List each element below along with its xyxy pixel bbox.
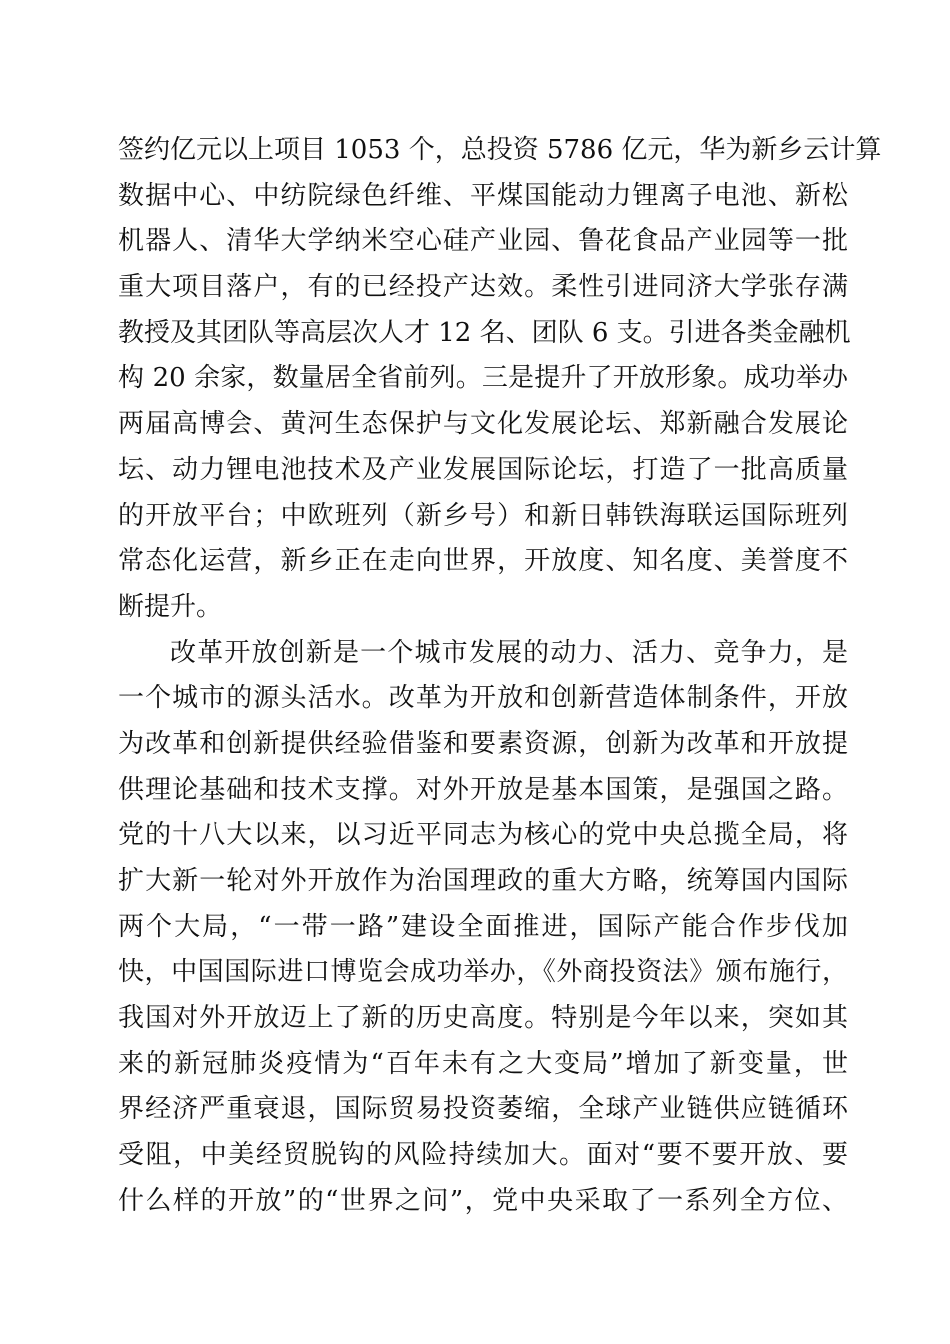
text-line: 数据中心、中纺院绿色纤维、平煤国能动力锂离子电池、新松 [118, 180, 848, 211]
paragraph-1 [118, 128, 882, 631]
text-line: 签约亿元以上项目 1053 个，总投资 5786 亿元，华为新乡云计算 [118, 135, 882, 165]
text-line: 供理论基础和技术支撑。对外开放是基本国策，是强国之路。 [118, 774, 848, 805]
text-line: 的开放平台；中欧班列（新乡号）和新日韩铁海联运国际班列 [118, 500, 848, 531]
text-line: 什么样的开放”的“世界之问”，党中央采取了一系列全方位、 [118, 1185, 848, 1216]
text-line: 构 20 余家，数量居全省前列。三是提升了开放形象。成功举办 [118, 363, 848, 394]
text-line: 断提升。 [118, 591, 223, 622]
text-line: 来的新冠肺炎疫情为“百年未有之大变局”增加了新变量，世 [118, 1048, 848, 1079]
text-line: 为改革和创新提供经验借鉴和要素资源，创新为改革和开放提 [118, 728, 848, 759]
paragraph-2 [118, 631, 848, 1225]
text-line: 快，中国国际进口博览会成功举办，《外商投资法》颁布施行， [118, 957, 848, 988]
body-text [118, 128, 882, 1225]
text-line: 教授及其团队等高层次人才 12 名、团队 6 支。引进各类金融机 [118, 317, 851, 348]
text-line: 机器人、清华大学纳米空心硅产业园、鲁花食品产业园等一批 [118, 226, 848, 257]
text-line: 常态化运营，新乡正在走向世界，开放度、知名度、美誉度不 [118, 546, 848, 577]
text-line: 一个城市的源头活水。改革为开放和创新营造体制条件，开放 [118, 683, 848, 714]
text-line: 党的十八大以来，以习近平同志为核心的党中央总揽全局，将 [118, 820, 848, 851]
text-line: 坛、动力锂电池技术及产业发展国际论坛，打造了一批高质量 [118, 454, 848, 485]
text-line: 重大项目落户，有的已经投产达效。柔性引进同济大学张存满 [118, 272, 848, 303]
text-line: 界经济严重衰退，国际贸易投资萎缩，全球产业链供应链循环 [118, 1094, 848, 1125]
text-line: 改革开放创新是一个城市发展的动力、活力、竞争力，是 [170, 637, 848, 668]
text-line: 受阻，中美经贸脱钩的风险持续加大。面对“要不要开放、要 [118, 1140, 848, 1171]
text-line: 两届高博会、黄河生态保护与文化发展论坛、郑新融合发展论 [118, 409, 848, 440]
text-line: 扩大新一轮对外开放作为治国理政的重大方略，统筹国内国际 [118, 866, 848, 896]
text-line: 两个大局，“一带一路”建设全面推进，国际产能合作步伐加 [118, 911, 848, 942]
text-line: 我国对外开放迈上了新的历史高度。特别是今年以来，突如其 [118, 1003, 848, 1034]
